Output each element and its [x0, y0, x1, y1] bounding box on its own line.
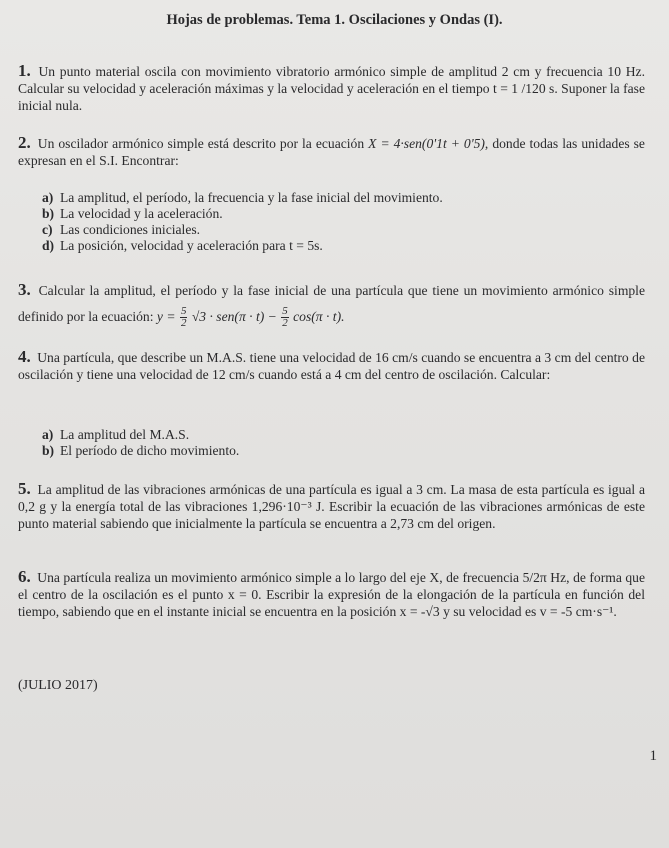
page-number: 1: [649, 748, 657, 764]
problem-number: 1.: [18, 61, 31, 80]
problem-2: [18, 134, 645, 169]
problem-text: Un punto material oscila con movimiento vibratorio armónico simple de amplitud 2 cm y frecuencia 10 Hz. Calcular su velocidad y aceleración máximas y la velocidad y aceleración en el tiempo t = 1 /120 s. Suponer la fase inicial nula.: [18, 64, 645, 113]
problem-number: 5.: [18, 479, 31, 498]
problem-text: Un oscilador armónico simple está descrito por la ecuación: [37, 136, 365, 151]
problem-1: [18, 62, 645, 114]
fraction: $\frac{5}{2}$: [282, 305, 288, 330]
problem-number: 6.: [18, 567, 31, 586]
page-title: Hojas de problemas. Tema 1. Oscilaciones y Ondas (I).: [166, 12, 503, 28]
problem-text: La amplitud de las vibraciones armónicas de una partícula es igual a 3 cm. La masa de esta partícula es igual a 0,2 g y la energía total de las vibraciones 1,296·10⁻³ J. Escribir la ecuación de las vibraciones armónicas de este punto material sabiendo que inicialmente la partícula se encuentra a 2,73 cm del origen.: [18, 482, 645, 531]
exam-date-note: (JULIO 2017): [18, 678, 98, 693]
list-item: a) La amplitud, el período, la frecuencia y la fase inicial del movimiento.: [42, 190, 443, 205]
problem-number: 2.: [18, 133, 31, 152]
equation: y = $\frac{5}{2}$ √3 · sen(π · t) − $\frac{5}{2}$ cos(π · t).: [156, 305, 345, 330]
problem-number: 4.: [18, 347, 31, 366]
problem-text: Una partícula realiza un movimiento armónico simple a lo largo del eje X, de frecuencia 5/2π Hz, de forma que el centro de la oscilación es el punto x = 0. Escribir la expresión de la elongación de la partícula en función del tiempo, sabiendo que en el instante inicial se encuentra en la posición x = -√3 y su velocidad es v = -5 cm·s⁻¹.: [18, 570, 645, 619]
equation: X = 4·sen(0'1t + 0'5): [368, 136, 485, 151]
problem-4-items: [42, 427, 645, 459]
problem-2-items: [42, 190, 645, 254]
list-item: b) La velocidad y la aceleración.: [42, 206, 223, 221]
problem-5: [18, 480, 645, 532]
problem-text: Calcular la amplitud, el período y la fase inicial de una partícula que tiene un movimiento armónico simple definido por la ecuación:: [18, 283, 645, 324]
problem-text-continued: , donde todas las unidades se expresan en el S.I. Encontrar:: [18, 136, 645, 168]
list-item: a) La amplitud del M.A.S.: [42, 427, 190, 442]
fraction: $\frac{5}{2}$: [180, 305, 187, 330]
problem-4: [18, 348, 645, 383]
list-item: c) Las condiciones iniciales.: [42, 222, 201, 237]
problem-number: 3.: [18, 280, 31, 299]
list-item: b) El período de dicho movimiento.: [42, 443, 240, 458]
list-item: d) La posición, velocidad y aceleración para t = 5s.: [42, 238, 323, 253]
problem-6: [18, 568, 645, 620]
problem-text: Una partícula, que describe un M.A.S. tiene una velocidad de 16 cm/s cuando se encuentra a 3 cm del centro de oscilación y tiene una velocidad de 12 cm/s cuando está a 4 cm del centro de oscilación. Calcular:: [18, 350, 646, 382]
problem-3: [18, 277, 645, 330]
